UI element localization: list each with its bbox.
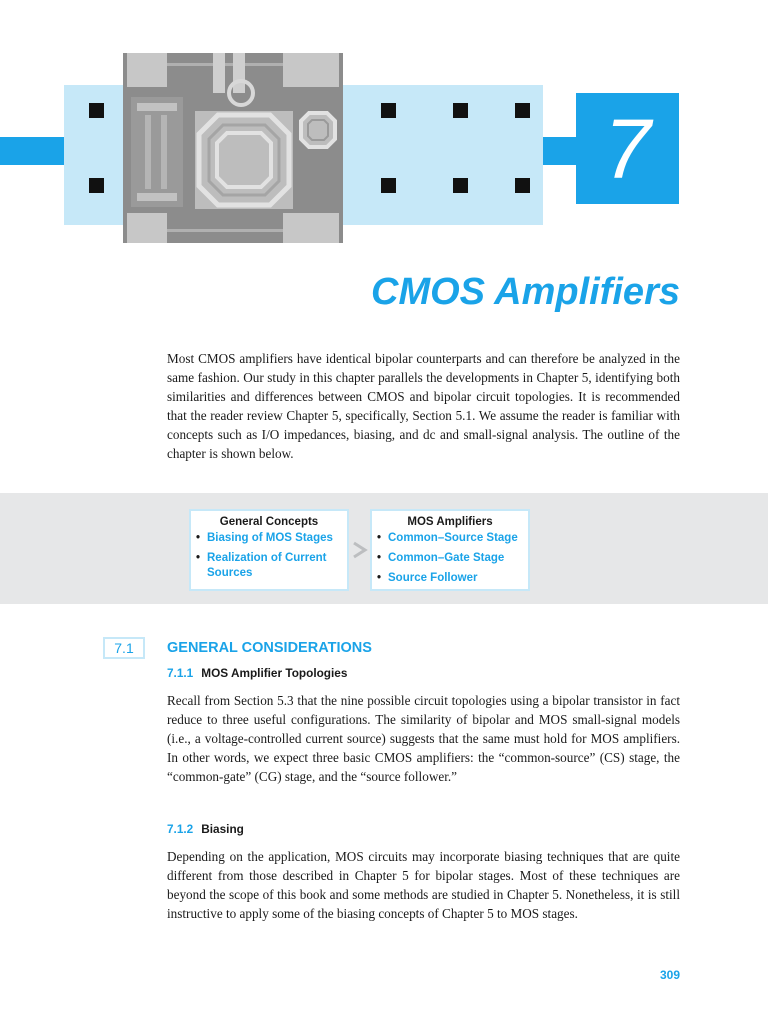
- subsection-heading: [167, 665, 347, 681]
- bullet-icon: •: [196, 532, 201, 544]
- chapter-number: 7: [604, 101, 651, 196]
- header-square: [381, 103, 396, 118]
- outline-box-heading: General Concepts: [219, 516, 319, 528]
- subsection-paragraph: Recall from Section 5.3 that the nine possible circuit topologies using a bipolar transistor in fact reduce to three useful configurations. The similarity of bipolar and MOS small-signal models (i.e., a voltage-controlled current source) suggests that the same must hold for MOS amplifiers. In other words, we expect three basic CMOS amplifiers: the “common-source” (CS) stage, the “common-gate” (CG) stage, and the “source follower.”: [167, 693, 680, 785]
- outline-item: • Common–Source Stage: [377, 532, 518, 544]
- outline-box-heading: MOS Amplifiers: [407, 516, 493, 528]
- bullet-icon: •: [377, 532, 382, 544]
- chip-micrograph: [123, 53, 343, 243]
- subsection-heading: [167, 821, 244, 837]
- section-number: 7.1: [103, 637, 145, 659]
- header-band-right: [543, 137, 576, 165]
- subsection-number: 7.1.2: [167, 822, 194, 836]
- subsection-paragraph: Depending on the application, MOS circuits may incorporate biasing techniques that are quite different from those described in Chapter 5 for bipolar stages. Most of these techniques are beyond the scope of this book and some methods are studied in Chapter 5. Nonetheless, it is still instructive to apply some of the biasing concepts of Chapter 5 to MOS stages.: [167, 849, 680, 922]
- page-number: 309: [659, 968, 680, 982]
- outline-box-mos-amplifiers: [370, 509, 530, 591]
- subsection-title: Biasing: [201, 822, 244, 836]
- header-square: [381, 178, 396, 193]
- subsection-title: MOS Amplifier Topologies: [201, 666, 348, 680]
- outline-item: • Common–Gate Stage: [377, 552, 505, 564]
- header-square: [453, 178, 468, 193]
- arrow-right-icon: [352, 541, 368, 559]
- chapter-title: CMOS Amplifiers: [371, 271, 680, 313]
- bullet-icon: •: [196, 552, 201, 564]
- bullet-icon: •: [377, 552, 382, 564]
- outline-item: • Biasing of MOS Stages: [196, 532, 333, 544]
- intro-paragraph: Most CMOS amplifiers have identical bipolar counterparts and can therefore be analyzed in the same fashion. Our study in this chapter parallels the developments in Chapter 5, identifying both similarities and differences between CMOS and bipolar circuit topologies. It is recommended that the reader review Chapter 5, specifically, Section 5.1. We assume the reader is familiar with concepts such as I/O impedances, biasing, and dc and small-signal analysis. The outline of the chapter is shown below.: [167, 351, 680, 462]
- bullet-icon: •: [377, 572, 382, 584]
- chapter-number-box: [576, 93, 679, 204]
- header-panel-right: [343, 85, 543, 225]
- header-square: [515, 178, 530, 193]
- header-square: [453, 103, 468, 118]
- section-title: GENERAL CONSIDERATIONS: [167, 640, 372, 656]
- header-square: [515, 103, 530, 118]
- header-square: [89, 103, 104, 118]
- header-square: [89, 178, 104, 193]
- outline-item: • Realization of Current Sources: [196, 552, 327, 579]
- outline-item: • Source Follower: [377, 572, 478, 584]
- outline-box-general-concepts: [189, 509, 349, 591]
- subsection-number: 7.1.1: [167, 666, 194, 680]
